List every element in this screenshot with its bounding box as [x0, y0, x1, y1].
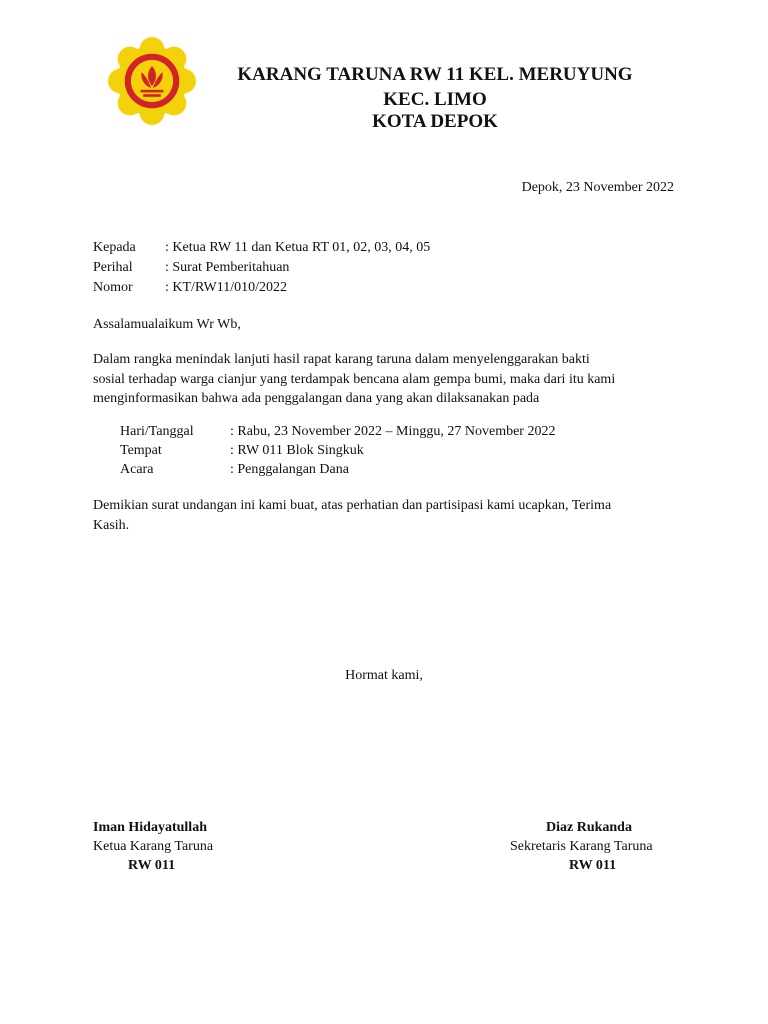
detail-value: : Rabu, 23 November 2022 – Minggu, 27 November 2022	[230, 424, 556, 439]
sign-off: Hormat kami,	[345, 668, 423, 683]
organization-name: KARANG TARUNA RW 11 KEL. MERUYUNG	[237, 64, 633, 85]
organization-city: KOTA DEPOK	[372, 111, 498, 132]
detail-row-date	[120, 424, 555, 440]
meta-label: Kepada	[93, 240, 136, 255]
karang-taruna-logo	[108, 37, 196, 125]
meta-row-perihal	[93, 260, 289, 276]
signatory-left-name	[93, 820, 207, 836]
signatory-right-name: Diaz Rukanda	[546, 820, 632, 835]
closing-line: Demikian surat undangan ini kami buat, atas perhatian dan partisipasi kami ucapkan, Terima	[93, 498, 612, 513]
meta-value: : Ketua RW 11 dan Ketua RT 01, 02, 03, 04, 05	[165, 240, 431, 255]
closing-line: Kasih.	[93, 518, 130, 533]
body-line: sosial terhadap warga cianjur yang terdampak bencana alam gempa bumi, maka dari itu kami	[93, 372, 616, 387]
detail-row-event	[120, 462, 349, 478]
signatory-name: Iman Hidayatullah	[93, 820, 207, 835]
letter-date: Depok, 23 November 2022	[521, 180, 674, 195]
signatory-left-unit: RW 011	[128, 858, 176, 873]
signatory-right-role: Sekretaris Karang Taruna	[510, 839, 653, 854]
meta-label: Perihal	[93, 260, 133, 275]
detail-value: : Penggalangan Dana	[230, 462, 349, 477]
detail-row-place	[120, 443, 364, 459]
meta-row-nomor	[93, 280, 287, 296]
meta-value: : Surat Pemberitahuan	[165, 260, 290, 275]
greeting: Assalamualaikum Wr Wb,	[93, 317, 241, 332]
signatory-right-unit: RW 011	[569, 858, 617, 873]
detail-label: Tempat	[120, 443, 162, 458]
meta-label: Nomor	[93, 280, 133, 295]
meta-value: : KT/RW11/010/2022	[165, 280, 287, 295]
detail-label: Acara	[120, 462, 154, 477]
body-line: menginformasikan bahwa ada penggalangan dana yang akan dilaksanakan pada	[93, 391, 540, 406]
organization-district: KEC. LIMO	[383, 89, 487, 110]
detail-value: : RW 011 Blok Singkuk	[230, 443, 364, 458]
meta-row-kepada	[93, 240, 430, 256]
signatory-left-role: Ketua Karang Taruna	[93, 839, 214, 854]
body-line: Dalam rangka menindak lanjuti hasil rapat karang taruna dalam menyelenggarakan bakti	[93, 352, 590, 367]
detail-label: Hari/Tanggal	[120, 424, 194, 439]
